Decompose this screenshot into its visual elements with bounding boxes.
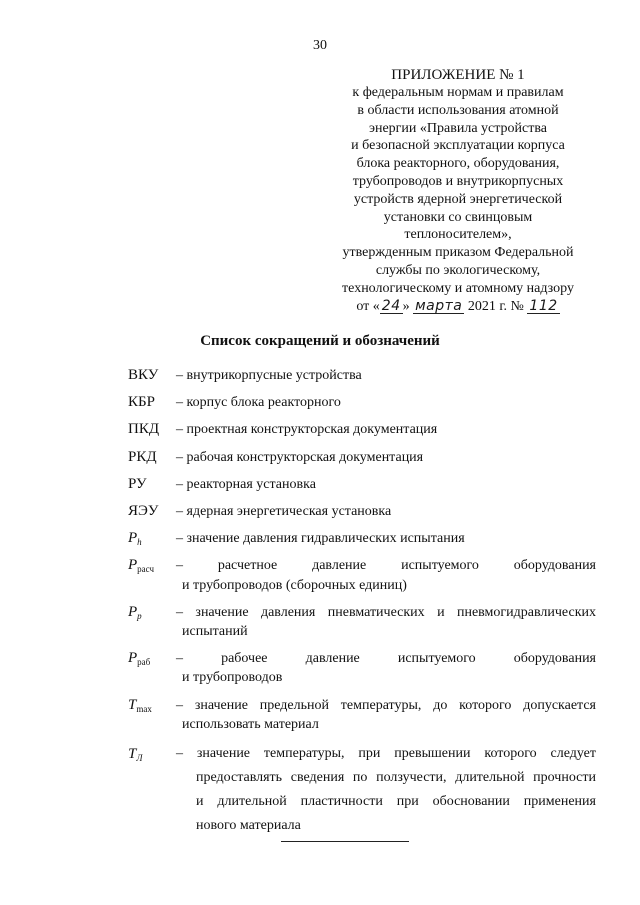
appendix-header bbox=[318, 66, 598, 315]
definition-line: – значение температуры, при превышении которого следует bbox=[176, 746, 596, 762]
abbreviation-definition: – значение давления гидравлических испытания bbox=[176, 531, 465, 547]
abbreviation-definition: – реакторная установка bbox=[176, 476, 316, 492]
appendix-line: установки со свинцовым bbox=[383, 209, 533, 225]
abbreviation-definition: – корпус блока реакторного bbox=[176, 395, 341, 411]
abbreviation-definition bbox=[176, 742, 596, 838]
page-number: 30 bbox=[313, 38, 327, 53]
definition-line: использовать материал bbox=[182, 716, 319, 732]
symbol-subscript: расч bbox=[137, 564, 155, 575]
appendix-line: службы по экологическому, bbox=[375, 262, 541, 278]
list-item bbox=[128, 448, 596, 467]
symbol-letter: T bbox=[128, 746, 137, 763]
handwritten-day: 24 bbox=[381, 297, 401, 314]
abbreviation-term: ЯЭУ bbox=[128, 503, 159, 520]
abbreviation-definition: – проектная конструкторская документация bbox=[176, 422, 438, 438]
appendix-line: и безопасной эксплуатации корпуса bbox=[351, 138, 565, 154]
appendix-line: энергии «Правила устройства bbox=[368, 120, 548, 136]
symbol-letter: P bbox=[128, 530, 138, 547]
definition-line: и длительной пластичности при обосновании применения bbox=[196, 794, 596, 810]
abbreviation-term: ВКУ bbox=[128, 367, 159, 383]
appendix-line: к федеральным нормам и правилам bbox=[352, 85, 564, 100]
appendix-line: технологическому и атомному надзору bbox=[342, 280, 574, 296]
definition-line: – значение предельной температуры, до которого допускается bbox=[176, 697, 596, 713]
appendix-line: теплоносителем», bbox=[404, 227, 512, 243]
list-item bbox=[128, 393, 596, 412]
symbol-term bbox=[128, 696, 152, 719]
definition-line: предоставлять сведения по ползучести, длительной прочности bbox=[196, 770, 596, 786]
symbol-term bbox=[128, 556, 154, 579]
list-title: Список сокращений и обозначений bbox=[200, 333, 440, 349]
symbol-term bbox=[128, 603, 142, 626]
definition-line: и трубопроводов (сборочных единиц) bbox=[182, 577, 407, 593]
date-prefix: от « bbox=[356, 298, 380, 314]
symbol-letter: P bbox=[128, 557, 138, 574]
handwritten-month: марта bbox=[415, 297, 463, 314]
list-item bbox=[128, 529, 596, 548]
abbreviation-term: КБР bbox=[128, 394, 155, 411]
symbol-subscript: max bbox=[136, 703, 152, 714]
order-date-line bbox=[318, 298, 598, 316]
appendix-line: трубопроводов и внутрикорпусных bbox=[352, 173, 564, 189]
appendix-line: в области использования атомной bbox=[357, 102, 559, 118]
abbreviation-definition: – внутрикорпусные устройства bbox=[176, 368, 362, 383]
list-item bbox=[128, 556, 596, 594]
symbol-letter: T bbox=[128, 696, 137, 713]
definition-line: – значение давления пневматических и пневмогидравлических bbox=[176, 604, 596, 620]
abbreviation-definition bbox=[176, 696, 596, 734]
list-item bbox=[128, 649, 596, 687]
date-year: 2021 г. № bbox=[464, 298, 528, 314]
definition-line: нового материала bbox=[196, 818, 301, 834]
list-item bbox=[128, 502, 596, 521]
definition-line: – расчетное давление испытуемого оборудования bbox=[176, 558, 596, 574]
symbol-subscript: раб bbox=[137, 657, 151, 668]
list-item bbox=[128, 603, 596, 641]
abbreviation-definition: – рабочая конструкторская документация bbox=[176, 449, 424, 465]
appendix-line: блока реакторного, оборудования, bbox=[356, 156, 560, 172]
footer-divider bbox=[281, 841, 409, 842]
abbreviation-term: ПКД bbox=[128, 421, 160, 438]
date-mid: » bbox=[402, 298, 414, 314]
symbol-letter: P bbox=[128, 650, 138, 667]
list-item bbox=[128, 742, 596, 838]
list-item bbox=[128, 696, 596, 734]
symbol-letter: P bbox=[128, 603, 138, 620]
abbreviation-definition: – ядерная энергетическая установка bbox=[176, 504, 392, 520]
symbol-subscript: Л bbox=[136, 753, 143, 764]
abbreviation-term: РКД bbox=[128, 448, 157, 465]
symbol-term bbox=[128, 529, 142, 552]
appendix-line: устройств ядерной энергетической bbox=[353, 191, 563, 207]
definition-line: испытаний bbox=[182, 624, 248, 640]
abbreviation-definition bbox=[176, 556, 596, 594]
symbol-term bbox=[128, 649, 150, 672]
appendix-heading: ПРИЛОЖЕНИЕ № 1 bbox=[391, 67, 525, 83]
list-item bbox=[128, 366, 596, 385]
abbreviation-definition bbox=[176, 649, 596, 687]
abbreviation-term: РУ bbox=[128, 475, 147, 492]
abbreviation-definition bbox=[176, 603, 596, 641]
symbol-term bbox=[128, 742, 142, 770]
symbol-subscript: h bbox=[137, 537, 142, 548]
abbreviation-list bbox=[128, 366, 596, 846]
list-item bbox=[128, 475, 596, 494]
definition-line: – рабочее давление испытуемого оборудования bbox=[176, 651, 596, 667]
symbol-subscript: p bbox=[137, 610, 142, 621]
list-item bbox=[128, 420, 596, 439]
handwritten-order-number: 112 bbox=[529, 297, 558, 314]
appendix-line: утвержденным приказом Федеральной bbox=[342, 245, 574, 261]
definition-line: и трубопроводов bbox=[182, 670, 283, 686]
